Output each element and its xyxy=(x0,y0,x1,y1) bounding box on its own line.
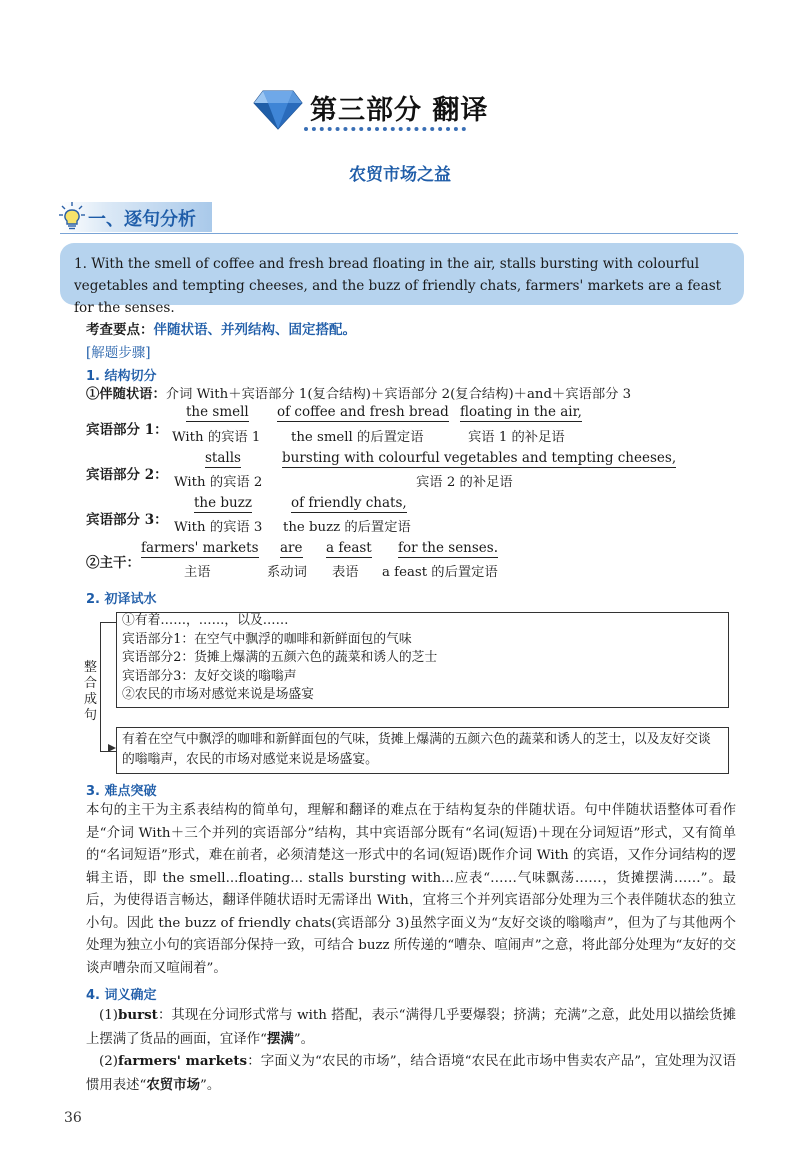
step1-title: 1. 结构切分 xyxy=(86,369,157,384)
main-note3: 表语 xyxy=(332,565,359,580)
step4-item1 xyxy=(86,1004,736,1051)
step4-item2 xyxy=(86,1050,736,1097)
obj2-note1: With 的宾语 2 xyxy=(174,475,263,490)
main-note2: 系动词 xyxy=(267,565,307,580)
obj2-word2: bursting with colourful vegetables and tempting cheeses, xyxy=(282,450,677,466)
draft-lines xyxy=(122,612,437,705)
main-word4: for the senses. xyxy=(398,540,499,556)
main-note4: a feast 的后置定语 xyxy=(382,565,498,580)
steps-label: [解题步骤] xyxy=(86,345,151,361)
step4-title: 4. 词义确定 xyxy=(86,988,157,1003)
key-points-value: 伴随状语、并列结构、固定搭配。 xyxy=(153,322,356,338)
obj3-label: 宾语部分 3： xyxy=(86,512,168,528)
main-word3: a feast xyxy=(326,540,372,556)
draft-line: ①有着……，……，以及…… xyxy=(122,613,289,628)
step1-line1-label: ①伴随状语： xyxy=(86,387,166,402)
item1-end: ”。 xyxy=(293,1031,314,1047)
obj2-word1: stalls xyxy=(205,450,241,466)
part-title: 第三部分 翻译 xyxy=(310,95,489,126)
draft-line: ②农民的市场对感觉来说是场盛宴 xyxy=(122,687,314,702)
page-number: 36 xyxy=(64,1110,82,1126)
section-divider xyxy=(60,233,738,234)
draft-line: 宾语部分2：货摊上爆满的五颜六色的蔬菜和诱人的芝士 xyxy=(122,650,438,665)
obj2-note2: 宾语 2 的补足语 xyxy=(416,475,513,490)
final-translation: 有着在空气中飘浮的咖啡和新鲜面包的气味，货摊上爆满的五颜六色的蔬菜和诱人的芝士，以及友好交谈的嗡嗡声，农民的市场对感觉来说是场盛宴。 xyxy=(122,732,711,767)
item2-number: (2) xyxy=(99,1054,118,1069)
obj3-word2: of friendly chats, xyxy=(291,495,407,511)
diamond-icon xyxy=(253,83,303,131)
sentence-text: 1. With the smell of coffee and fresh bread floating in the air, stalls bursting with colourful vegetables and tempting cheeses, and the buzz of friendly chats, farmers' markets are a feast for the senses. xyxy=(74,256,722,316)
main-word2: are xyxy=(280,540,303,556)
draft-line: 宾语部分1：在空气中飘浮的咖啡和新鲜面包的气味 xyxy=(122,631,412,647)
obj2-label: 宾语部分 2： xyxy=(86,467,168,483)
merge-bracket xyxy=(100,622,117,752)
obj1-note3: 宾语 1 的补足语 xyxy=(468,430,565,445)
arrow-icon xyxy=(108,744,116,752)
key-points-label: 考查要点： xyxy=(86,322,154,338)
item1-emphasis: 摆满 xyxy=(266,1030,294,1047)
obj1-note1: With 的宾语 1 xyxy=(172,430,261,445)
obj3-note1: With 的宾语 3 xyxy=(174,520,263,535)
key-points xyxy=(86,318,356,338)
main-label: ②主干： xyxy=(86,555,140,571)
main-note1: 主语 xyxy=(184,565,211,580)
obj1-word1: the smell xyxy=(186,404,249,420)
step2-title: 2. 初译试水 xyxy=(86,592,157,607)
obj1-word2: of coffee and fresh bread xyxy=(277,404,449,420)
item1-text: ：其现在分词形式常与 with 搭配，表示“满得几乎要爆裂；挤满；充满”之意，此处用以描绘货摊上摆满了货品的画面，宜译作“ xyxy=(86,1008,736,1047)
item2-text: ：字面义为“农民的市场”，结合语境“农民在此市场中售卖农产品”，宜处理为汉语惯用表述“ xyxy=(86,1054,736,1093)
item2-term: farmers' markets xyxy=(117,1053,248,1069)
item2-end: ”。 xyxy=(199,1077,221,1093)
main-word1: farmers' markets xyxy=(141,540,259,556)
obj3-note2: the buzz 的后置定语 xyxy=(283,520,411,535)
item1-number: (1) xyxy=(99,1008,118,1023)
draft-line: 宾语部分3：友好交谈的嗡嗡声 xyxy=(122,668,297,684)
obj1-label: 宾语部分 1： xyxy=(86,422,168,438)
step3-paragraph: 本句的主干为主系表结构的简单句，理解和翻译的难点在于结构复杂的伴随状语。句中伴随状语整体可看作是“介词 With＋三个并列的宾语部分”结构，其中宾语部分既有“名词(短语)＋现在分词短语”形式，又有简单的“名词短语”形式，难在前者，必须清楚这一形式中的名词(短语)既作介词 With 的宾语，又作分词结构的逻辑主语，即 the smell...floating... stalls bursting with...应表“……气味飘荡……，货摊摆满……”。最后，为使得语言畅达，翻译伴随状语时无需译出 With，宜将三个并列宾语部分处理为三个表伴随状态的独立小句。因此 the buzz of friendly chats(宾语部分 3)虽然字面义为“友好交谈的嗡嗡声”，但为了与其他两个处理为独立小句的宾语部分保持一致，可结合 buzz 所传递的“嘈杂、喧闹声”之意，将此部分处理为“友好的交谈声嘈杂而又喧闹着”。 xyxy=(86,803,736,976)
obj1-word3: floating in the air, xyxy=(460,404,582,420)
step1-line1-text: 介词 With＋宾语部分 1(复合结构)＋宾语部分 2(复合结构)＋and＋宾语部分 3 xyxy=(165,387,632,402)
obj1-note2: the smell 的后置定语 xyxy=(291,430,424,445)
page-subtitle: 农贸市场之益 xyxy=(349,165,451,185)
title-dotted-underline xyxy=(304,127,466,131)
merge-label: 整合成句 xyxy=(84,660,98,723)
section-title: 一、逐句分析 xyxy=(88,209,196,230)
obj3-word1: the buzz xyxy=(194,495,252,511)
step3-title: 3. 难点突破 xyxy=(86,784,157,799)
item2-emphasis: 农贸市场 xyxy=(146,1076,200,1093)
lightbulb-icon xyxy=(58,201,86,231)
item1-term: burst xyxy=(117,1007,158,1023)
